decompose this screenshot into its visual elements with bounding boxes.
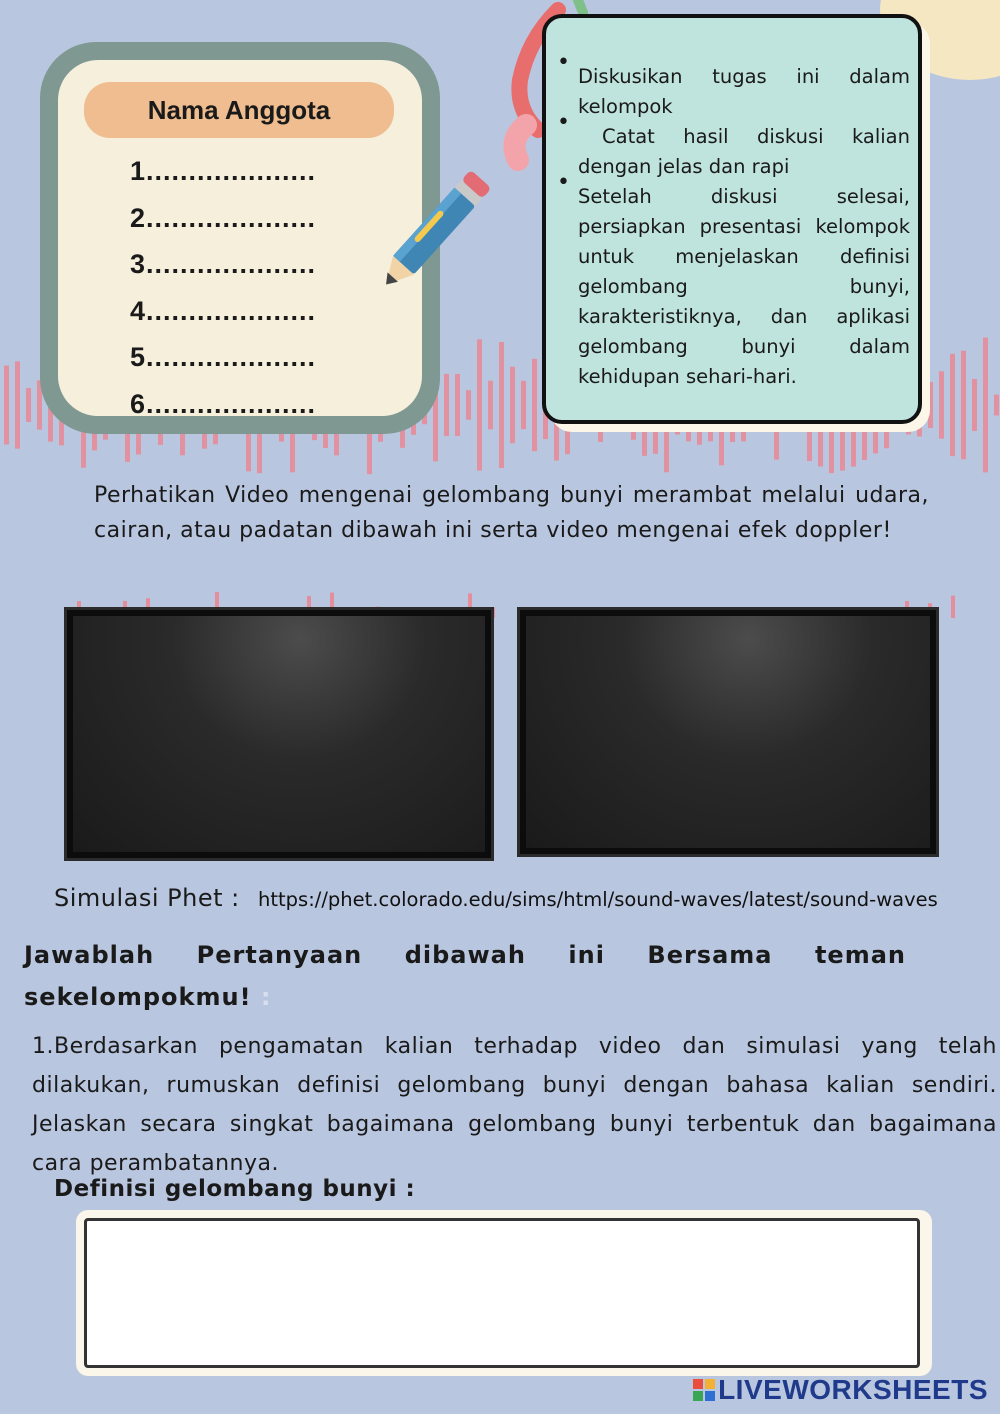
pencil-icon [366,150,516,300]
video-screen [526,616,930,848]
task-heading [24,934,906,1018]
sound-bar [939,371,944,438]
member-slot-1[interactable]: 1.................... [130,156,317,186]
answer-1-input[interactable] [84,1218,920,1368]
instructions-card [542,14,922,424]
sound-bar [488,381,493,430]
sound-bar [455,374,460,436]
simulation-label: Simulasi Phet : [54,884,240,912]
sound-bar [4,366,9,445]
sound-bar [983,338,988,473]
sound-bar [961,351,966,459]
sound-bar [972,379,977,431]
member-slot-3[interactable]: 3.................... [130,249,317,279]
member-slot-4[interactable]: 4.................... [130,295,317,326]
instruction-text: Catat hasil diskusi kalian dengan jelas dan rapi [578,125,910,178]
answer-1-label: Definisi gelombang bunyi : [54,1176,416,1202]
member-slot-5[interactable]: 5.................... [130,342,317,372]
instruction-item [557,50,910,122]
liveworksheets-icon [693,1379,715,1401]
video-screen [73,616,485,852]
sound-bar [951,596,955,618]
sound-bar [444,374,449,436]
liveworksheets-logo [693,1374,988,1406]
liveworksheets-text: LIVEWORKSHEETS [718,1374,988,1405]
sound-bar [15,361,20,448]
sound-bar [950,354,955,456]
instruction-item [557,170,910,392]
bullet-icon: • [557,170,570,195]
question-1: 1.Berdasarkan pengamatan kalian terhadap video dan simulasi yang telah dilakukan, rumuskan definisi gelombang bunyi dengan bahasa kalian sendiri. Jelaskan secara singkat bagaimana gelombang bunyi terbentuk dan bagaimana cara perambatannya. [32,1034,997,1176]
bullet-icon: • [557,50,570,75]
instructions-list [557,50,910,392]
sound-bar [26,388,31,422]
task-heading-suffix: : [251,983,272,1011]
sound-bar [466,390,471,420]
sound-bar [477,339,482,470]
task-heading-text: Jawablah Pertanyaan dibawah ini Bersama teman sekelompokmu! [24,941,906,1011]
sound-bar [510,367,515,443]
members-list [130,156,316,435]
sound-bar [994,395,999,416]
member-slot-6[interactable]: 6.................... [130,388,317,419]
sound-bar [532,359,537,451]
instruction-text: Diskusikan tugas ini dalam kelompok [578,65,910,118]
member-slot-2[interactable]: 2.................... [130,202,317,233]
intro-paragraph: Perhatikan Video mengenai gelombang bunyi merambat melalui udara, cairan, atau padatan dibawah ini serta video mengenai efek doppler! [94,483,929,543]
instruction-text: Setelah diskusi selesai, persiapkan presentasi kelompok untuk menjelaskan definisi gelombang bunyi, karakteristiknya, dan aplikasi gelombang bunyi dalam kehidupan sehari-hari. [578,185,910,388]
answer-1-frame [76,1210,932,1376]
simulation-link[interactable]: https://phet.colorado.edu/sims/html/sound-waves/latest/sound-waves [258,888,938,911]
sound-bar [521,381,526,429]
members-title: Nama Anggota [84,82,394,138]
video-doppler-effect[interactable] [517,607,939,857]
bullet-icon: • [557,110,570,135]
video-sound-propagation[interactable] [64,607,494,861]
sound-bar [499,342,504,468]
instruction-item [557,110,910,182]
